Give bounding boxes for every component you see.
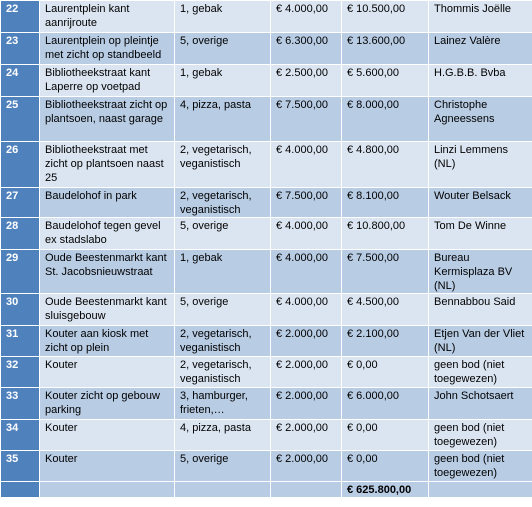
minimum-price-cell: € 4.000,00 [271, 218, 342, 250]
minimum-price-cell: € 4.000,00 [271, 142, 342, 188]
category-cell: 5, overige [175, 218, 271, 250]
table-row [1, 420, 532, 451]
minimum-price-cell: € 4.000,00 [271, 1, 342, 33]
bid-cell: € 0,00 [342, 451, 429, 482]
location-cell: Bibliotheekstraat met zicht op plantsoen naast 25 [40, 142, 175, 188]
category-cell: 2, vegetarisch, veganistisch [175, 142, 271, 188]
row-number: 31 [1, 326, 40, 357]
minimum-price-cell: € 2.500,00 [271, 65, 342, 97]
table-row [1, 97, 532, 142]
table-row [1, 250, 532, 294]
row-number: 28 [1, 218, 40, 250]
minimum-price-cell: € 7.500,00 [271, 188, 342, 218]
category-cell: 5, overige [175, 294, 271, 326]
bidder-cell: Linzi Lemmens (NL) [429, 142, 532, 188]
location-cell: Kouter zicht op gebouw parking [40, 388, 175, 420]
bidder-cell: Tom De Winne [429, 218, 532, 250]
bidder-cell: Bennabbou Said [429, 294, 532, 326]
category-cell: 1, gebak [175, 1, 271, 33]
location-cell: Baudelohof tegen gevel ex stadslabo [40, 218, 175, 250]
location-cell: Oude Beestenmarkt kant sluisgebouw [40, 294, 175, 326]
minimum-price-cell: € 2.000,00 [271, 451, 342, 482]
table-row [1, 218, 532, 250]
location-cell: Kouter [40, 451, 175, 482]
location-cell: Laurentplein kant aanrijroute [40, 1, 175, 33]
table-row [1, 33, 532, 65]
bid-cell: € 5.600,00 [342, 65, 429, 97]
row-number: 27 [1, 188, 40, 218]
minimum-price-cell: € 2.000,00 [271, 326, 342, 357]
table-row [1, 142, 532, 188]
bidder-cell: geen bod (niet toegewezen) [429, 420, 532, 451]
total-row-empty-cell [40, 482, 175, 498]
row-number: 30 [1, 294, 40, 326]
row-number: 32 [1, 357, 40, 388]
table-row [1, 294, 532, 326]
minimum-price-cell: € 2.000,00 [271, 357, 342, 388]
bid-cell: € 10.800,00 [342, 218, 429, 250]
total-row-empty-cell [175, 482, 271, 498]
row-number: 24 [1, 65, 40, 97]
category-cell: 2, vegetarisch, veganistisch [175, 326, 271, 357]
table-row [1, 188, 532, 218]
total-amount: € 625.800,00 [342, 482, 429, 498]
table-row [1, 65, 532, 97]
minimum-price-cell: € 6.300,00 [271, 33, 342, 65]
bidder-cell: Etjen Van der Vliet (NL) [429, 326, 532, 357]
location-cell: Oude Beestenmarkt kant St. Jacobsnieuwstraat [40, 250, 175, 294]
category-cell: 1, gebak [175, 250, 271, 294]
row-number: 22 [1, 1, 40, 33]
row-number: 35 [1, 451, 40, 482]
minimum-price-cell: € 2.000,00 [271, 420, 342, 451]
row-number: 34 [1, 420, 40, 451]
category-cell: 5, overige [175, 451, 271, 482]
category-cell: 4, pizza, pasta [175, 420, 271, 451]
bid-cell: € 8.100,00 [342, 188, 429, 218]
bid-cell: € 6.000,00 [342, 388, 429, 420]
category-cell: 2, vegetarisch, veganistisch [175, 188, 271, 218]
table-row [1, 451, 532, 482]
total-row [1, 482, 532, 498]
minimum-price-cell: € 4.000,00 [271, 294, 342, 326]
bidder-cell: John Schotsaert [429, 388, 532, 420]
bid-cell: € 13.600,00 [342, 33, 429, 65]
category-cell: 1, gebak [175, 65, 271, 97]
bidder-cell: Thommis Joëlle [429, 1, 532, 33]
location-cell: Laurentplein op pleintje met zicht op standbeeld [40, 33, 175, 65]
row-number: 29 [1, 250, 40, 294]
bidder-cell: Lainez Valère [429, 33, 532, 65]
row-number: 26 [1, 142, 40, 188]
minimum-price-cell: € 7.500,00 [271, 97, 342, 142]
bid-cell: € 2.100,00 [342, 326, 429, 357]
location-cell: Bibliotheekstraat kant Laperre op voetpad [40, 65, 175, 97]
table-row [1, 326, 532, 357]
bid-cell: € 4.500,00 [342, 294, 429, 326]
location-cell: Bibliotheekstraat zicht op plantsoen, naast garage [40, 97, 175, 142]
total-row-number-cell [1, 482, 40, 498]
location-cell: Kouter [40, 357, 175, 388]
bid-cell: € 0,00 [342, 357, 429, 388]
location-cell: Kouter [40, 420, 175, 451]
location-cell: Kouter aan kiosk met zicht op plein [40, 326, 175, 357]
row-number: 33 [1, 388, 40, 420]
bidder-cell: Wouter Belsack [429, 188, 532, 218]
bid-cell: € 10.500,00 [342, 1, 429, 33]
category-cell: 5, overige [175, 33, 271, 65]
category-cell: 4, pizza, pasta [175, 97, 271, 142]
bidder-cell: H.G.B.B. Bvba [429, 65, 532, 97]
minimum-price-cell: € 2.000,00 [271, 388, 342, 420]
bidder-cell: Christophe Agneessens [429, 97, 532, 142]
table-row [1, 388, 532, 420]
table-row [1, 1, 532, 33]
bid-cell: € 0,00 [342, 420, 429, 451]
row-number: 25 [1, 97, 40, 142]
table-row [1, 357, 532, 388]
category-cell: 3, hamburger, frieten,… [175, 388, 271, 420]
minimum-price-cell: € 4.000,00 [271, 250, 342, 294]
bidder-cell: geen bod (niet toegewezen) [429, 357, 532, 388]
bid-cell: € 7.500,00 [342, 250, 429, 294]
total-row-empty-cell [429, 482, 532, 498]
total-row-empty-cell [271, 482, 342, 498]
row-number: 23 [1, 33, 40, 65]
bidder-cell: Bureau Kermisplaza BV (NL) [429, 250, 532, 294]
location-cell: Baudelohof in park [40, 188, 175, 218]
bidder-cell: geen bod (niet toegewezen) [429, 451, 532, 482]
bid-cell: € 4.800,00 [342, 142, 429, 188]
category-cell: 2, vegetarisch, veganistisch [175, 357, 271, 388]
bid-cell: € 8.000,00 [342, 97, 429, 142]
